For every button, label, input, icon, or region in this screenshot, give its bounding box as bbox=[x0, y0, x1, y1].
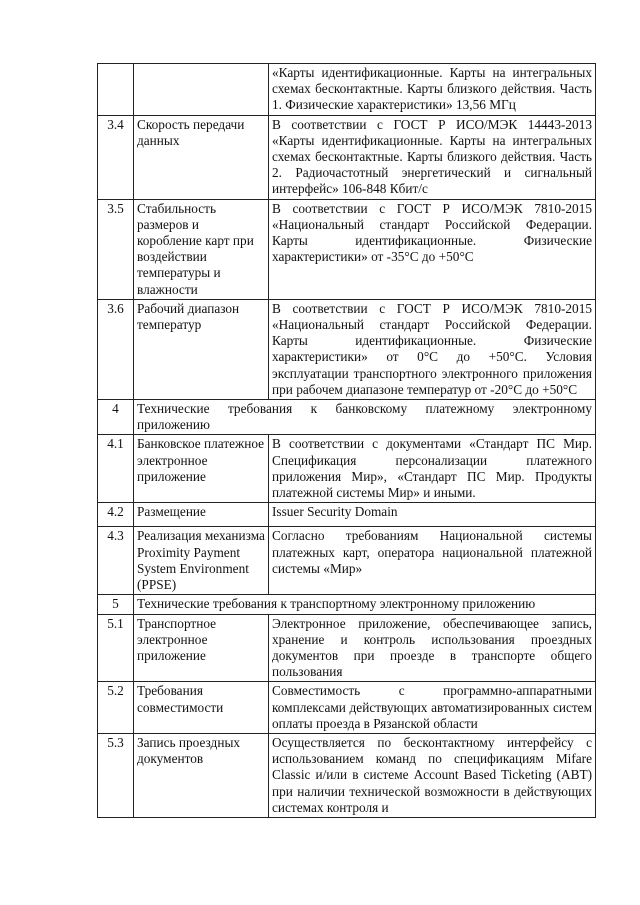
table-row bbox=[98, 435, 596, 503]
row-number: 3.6 bbox=[98, 299, 134, 399]
row-requirement: В соответствии с ГОСТ Р ИСО/МЭК 14443-2013 «Карты идентификационные. Карты на интегральных схемах бесконтактные. Карты близкого действия. Часть 2. Радиочастотный энергетический и сигнальный интерфейс» 106-848 Кбит/с bbox=[269, 115, 596, 199]
row-requirement: Issuer Security Domain bbox=[269, 503, 596, 527]
table-row bbox=[98, 614, 596, 682]
requirements-table bbox=[97, 63, 596, 818]
row-parameter: Скорость передачи данных bbox=[134, 115, 269, 199]
row-requirement: В соответствии с ГОСТ Р ИСО/МЭК 7810-2015 «Национальный стандарт Российской Федерации. Карты идентификационные. Физические характеристики» от 0°С до +50°С. Условия эксплуатации транспортного электронного приложения при рабочем диапазоне температур от -20°С до +50°С bbox=[269, 299, 596, 399]
row-number bbox=[98, 64, 134, 116]
row-parameter: Банковское платежное электронное приложение bbox=[134, 435, 269, 503]
section-number: 5 bbox=[98, 595, 134, 614]
row-parameter: Требования совместимости bbox=[134, 682, 269, 734]
table-row bbox=[98, 527, 596, 595]
row-number: 4.3 bbox=[98, 527, 134, 595]
table-row bbox=[98, 682, 596, 734]
row-number: 3.5 bbox=[98, 199, 134, 299]
table-row bbox=[98, 503, 596, 527]
row-parameter: Стабильность размеров и коробление карт при воздействии температуры и влажности bbox=[134, 199, 269, 299]
row-parameter: Рабочий диапазон температур bbox=[134, 299, 269, 399]
row-parameter: Запись проездных документов bbox=[134, 733, 269, 817]
section-row bbox=[98, 400, 596, 435]
row-parameter: Транспортное электронное приложение bbox=[134, 614, 269, 682]
row-requirement: Электронное приложение, обеспечивающее запись, хранение и контроль использования проездных документов при проезде в транспорте общего пользования bbox=[269, 614, 596, 682]
section-row bbox=[98, 595, 596, 614]
table-row bbox=[98, 115, 596, 199]
row-parameter: Размещение bbox=[134, 503, 269, 527]
row-requirement: В соответствии с документами «Стандарт ПС Мир. Спецификация персонализации платежного приложения Мир», «Стандарт ПС Мир. Продукты платежной системы Мир» и иными. bbox=[269, 435, 596, 503]
row-requirement: «Карты идентификационные. Карты на интегральных схемах бесконтактные. Карты близкого действия. Часть 1. Физические характеристики» 13,56 МГц bbox=[269, 64, 596, 116]
section-title: Технические требования к транспортному электронному приложению bbox=[134, 595, 596, 614]
row-parameter bbox=[134, 64, 269, 116]
table-row bbox=[98, 64, 596, 116]
row-parameter: Реализация механизма Proximity Payment System Environment (PPSE) bbox=[134, 527, 269, 595]
row-number: 4.2 bbox=[98, 503, 134, 527]
row-number: 3.4 bbox=[98, 115, 134, 199]
row-requirement: В соответствии с ГОСТ Р ИСО/МЭК 7810-2015 «Национальный стандарт Российской Федерации. Карты идентификационные. Физические характеристики» от -35°С до +50°С bbox=[269, 199, 596, 299]
row-requirement: Осуществляется по бесконтактному интерфейсу с использованием команд по спецификациям Mifare Classic и/или в системе Account Based Ticketing (ABT) при наличии технической возможности в действующих системах контроля и bbox=[269, 733, 596, 817]
section-title: Технические требования к банковскому платежному электронному приложению bbox=[134, 400, 596, 435]
table-row bbox=[98, 733, 596, 817]
row-number: 5.3 bbox=[98, 733, 134, 817]
row-requirement: Согласно требованиям Национальной системы платежных карт, оператора национальной платежной системы «Мир» bbox=[269, 527, 596, 595]
row-number: 4.1 bbox=[98, 435, 134, 503]
row-number: 5.2 bbox=[98, 682, 134, 734]
row-requirement: Совместимость с программно-аппаратными комплексами действующих автоматизированных систем оплаты проезда в Рязанской области bbox=[269, 682, 596, 734]
table-row bbox=[98, 299, 596, 399]
section-number: 4 bbox=[98, 400, 134, 435]
row-number: 5.1 bbox=[98, 614, 134, 682]
table-row bbox=[98, 199, 596, 299]
